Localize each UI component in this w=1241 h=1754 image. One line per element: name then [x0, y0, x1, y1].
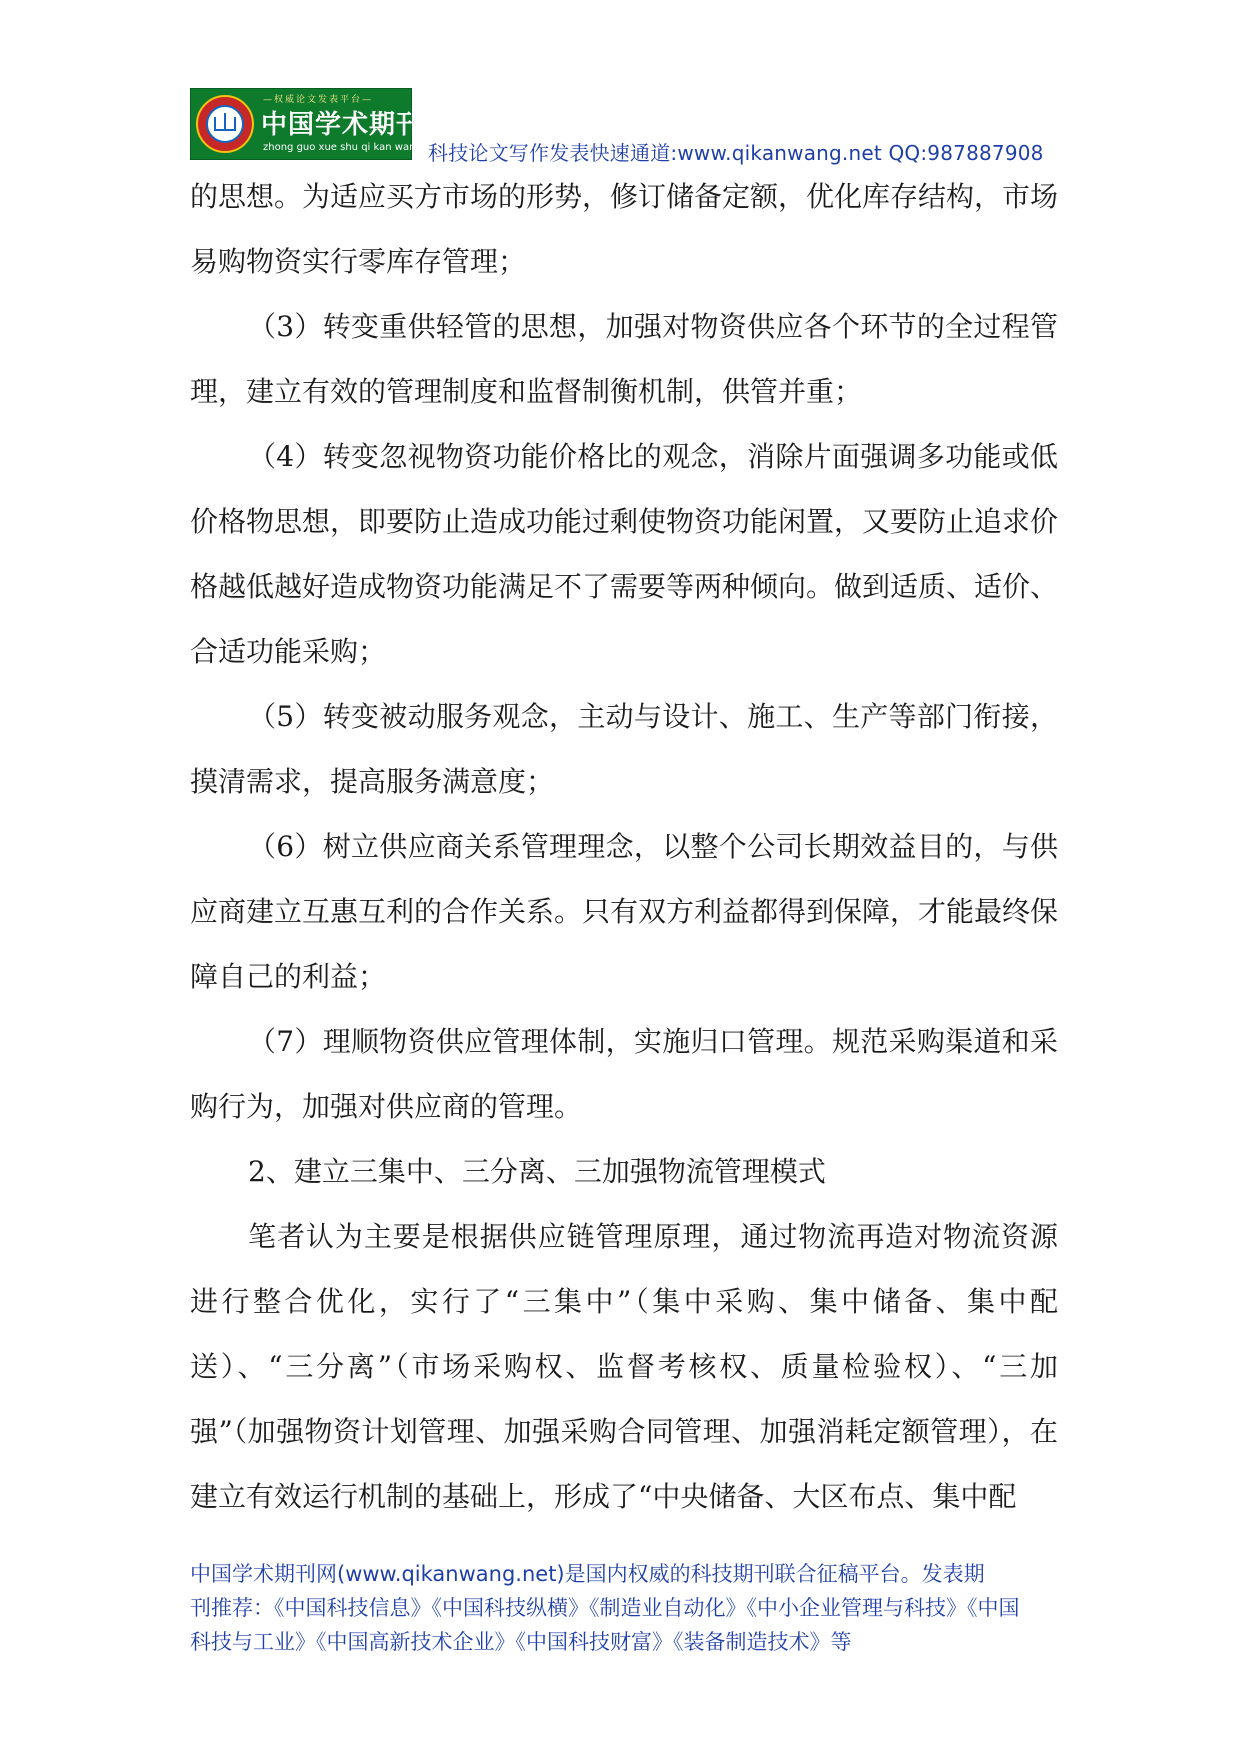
footer-line-1: 中国学术期刊网(www.qikanwang.net)是国内权威的科技期刊联合征稿平台。发表期 — [190, 1562, 985, 1586]
paragraph-item-6: （6）树立供应商关系管理理念，以整个公司长期效益目的，与供应商建立互惠互利的合作关系。只有双方利益都得到保障，才能最终保障自己的利益； — [190, 830, 1059, 993]
paragraph-item-7: （7）理顺物资供应管理体制，实施归口管理。规范采购渠道和采购行为，加强对供应商的管理。 — [190, 1025, 1058, 1123]
paragraph-body: 笔者认为主要是根据供应链管理原理，通过物流再造对物流资源进行整合优化，实行了“三集中”（集中采购、集中储备、集中配送）、“三分离”（市场采购权、监督考核权、质量检验权）、“三加强”（加强物资计划管理、加强采购合同管理、加强消耗定额管理），在建立有效运行机制的基础上，形成了“中央储备、大区布点、集中配 — [190, 1220, 1058, 1513]
logo-pinyin: zhong guo xue shu qi kan wang — [263, 142, 422, 153]
logo-name: 中国学术期刊网 — [261, 110, 451, 140]
section-heading-2: 2、建立三集中、三分离、三加强物流管理模式 — [248, 1155, 826, 1188]
footer-line-2: 刊推荐：《中国科技信息》《中国科技纵横》《制造业自动化》《中小企业管理与科技》《中国 — [190, 1596, 1020, 1620]
logo-tagline: —权威论文发表平台— — [263, 95, 374, 105]
footer-promo — [190, 1557, 1058, 1659]
paragraph-item-5: （5）转变被动服务观念，主动与设计、施工、生产等部门衔接，摸清需求，提高服务满意度； — [190, 700, 1058, 798]
document-body — [190, 164, 1058, 1529]
site-logo[interactable] — [190, 88, 451, 160]
paragraph-continuation: 的思想。为适应买方市场的形势，修订储备定额，优化库存结构，市场易购物资实行零库存管理； — [190, 180, 1059, 278]
footer-line-3: 科技与工业》《中国高新技术企业》《中国科技财富》《装备制造技术》等 — [190, 1630, 852, 1654]
header-contact-link[interactable]: 科技论文写作发表快速通道:www.qikanwang.net QQ:987887908 — [428, 141, 1044, 165]
paragraph-item-3: （3）转变重供轻管的思想，加强对物资供应各个环节的全过程管理，建立有效的管理制度和监督制衡机制，供管并重； — [190, 310, 1058, 408]
paragraph-item-4: （4）转变忽视物资功能价格比的观念，消除片面强调多功能或低价格物思想，即要防止造成功能过剩使物资功能闲置，又要防止追求价格越低越好造成物资功能满足不了需要等两种倾向。做到适质、适价、合适功能采购； — [190, 440, 1059, 668]
book-emblem-icon — [196, 95, 254, 153]
